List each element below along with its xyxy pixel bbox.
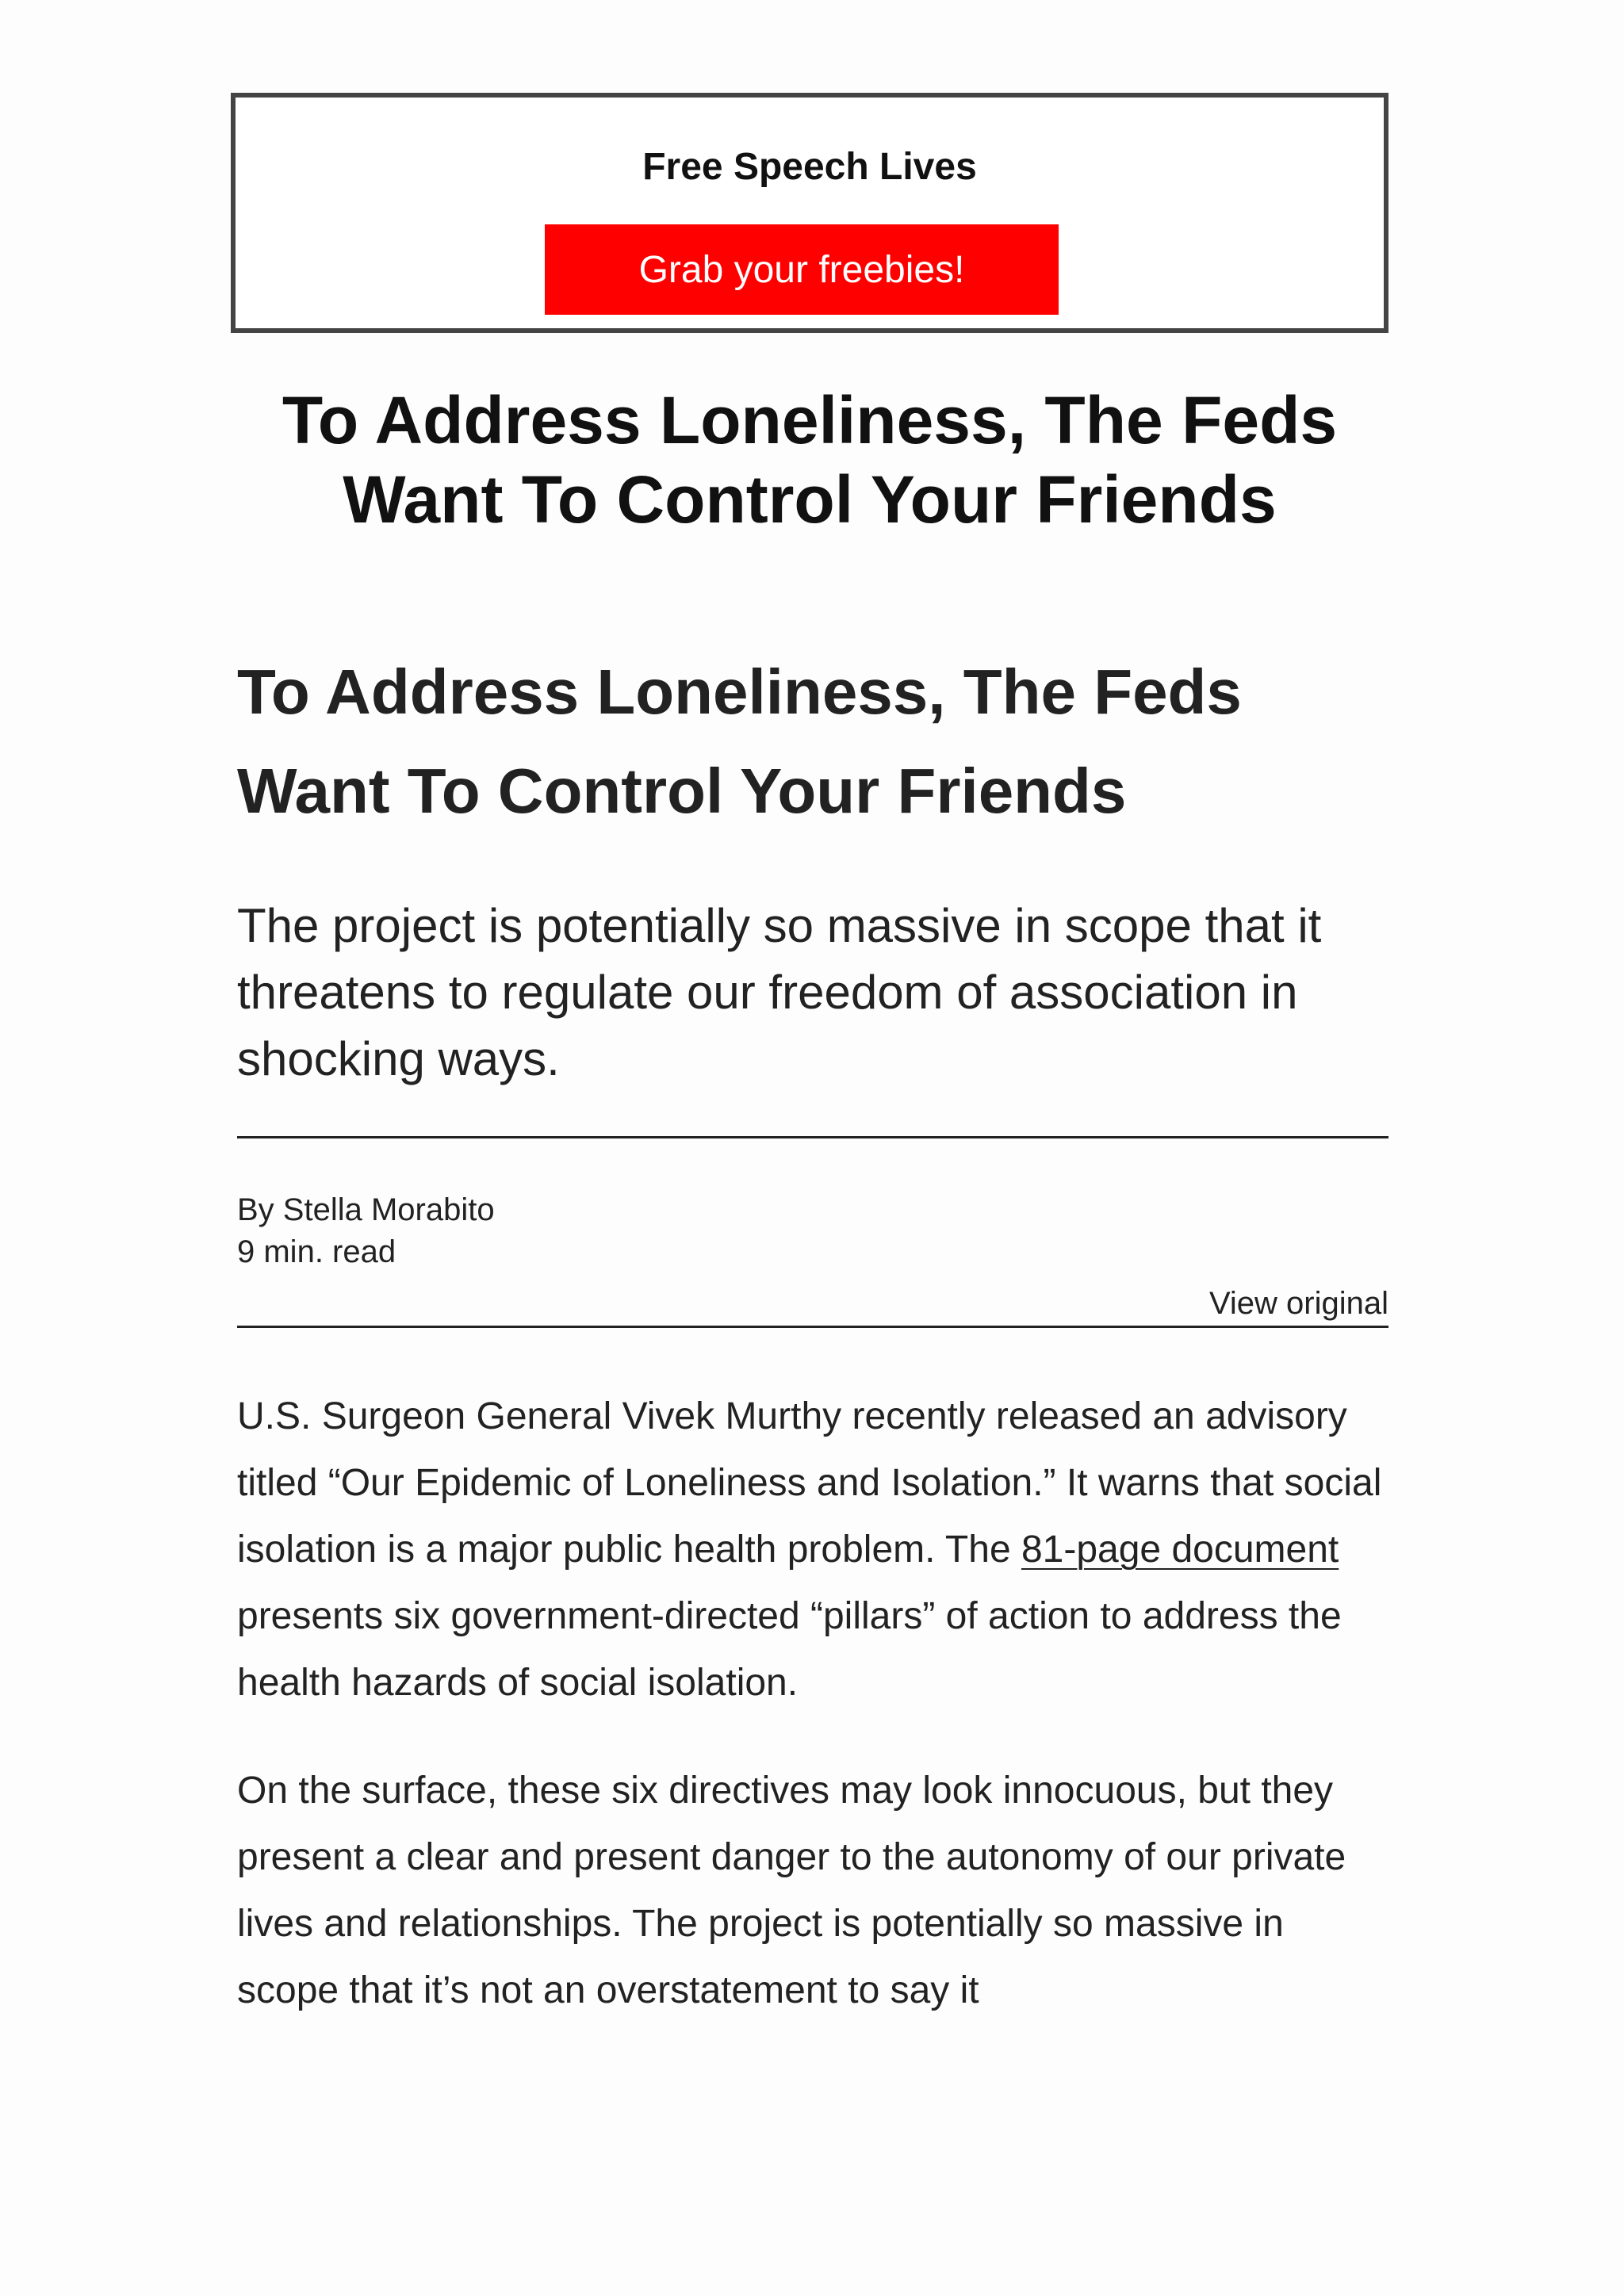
document-link[interactable]: 81-page document <box>1021 1529 1339 1571</box>
view-original-link[interactable]: View original <box>1208 1286 1388 1321</box>
body-paragraph-1 <box>237 1383 1388 1716</box>
article-title: To Address Loneliness, The Feds Want To Control Your Friends <box>237 656 1242 826</box>
divider-top <box>237 1136 1388 1138</box>
page-title: To Address Loneliness, The Feds Want To Control Your Friends <box>282 383 1338 537</box>
divider-bottom <box>237 1326 1388 1328</box>
author-name: By Stella Morabito <box>237 1192 495 1227</box>
byline <box>237 1189 1388 1273</box>
paragraph-text: presents six government-directed “pillars” of action to address the health hazards of social isolation. <box>237 1595 1342 1704</box>
promo-title: Free Speech Lives <box>642 146 977 188</box>
grab-freebies-button[interactable]: Grab your freebies! <box>545 224 1059 315</box>
promo-banner <box>231 93 1388 333</box>
view-original-row <box>237 1284 1388 1322</box>
read-time: 9 min. read <box>237 1234 396 1269</box>
article <box>237 642 1388 2024</box>
article-subtitle: The project is potentially so massive in scope that it threatens to regulate our freedom of association in shocking ways. <box>237 899 1322 1085</box>
paragraph-text: U.S. Surgeon General Vivek Murthy recently released an advisory titled “Our Epidemic of Loneliness and Isolation.” It warns that social isolation is a major public health problem. The <box>237 1395 1382 1571</box>
body-paragraph-2: On the surface, these six directives may look innocuous, but they present a clear and present danger to the autonomy of our private lives and relationships. The project is potentially so massive in scope that it’s not an overstatement to say it <box>237 1770 1346 2011</box>
